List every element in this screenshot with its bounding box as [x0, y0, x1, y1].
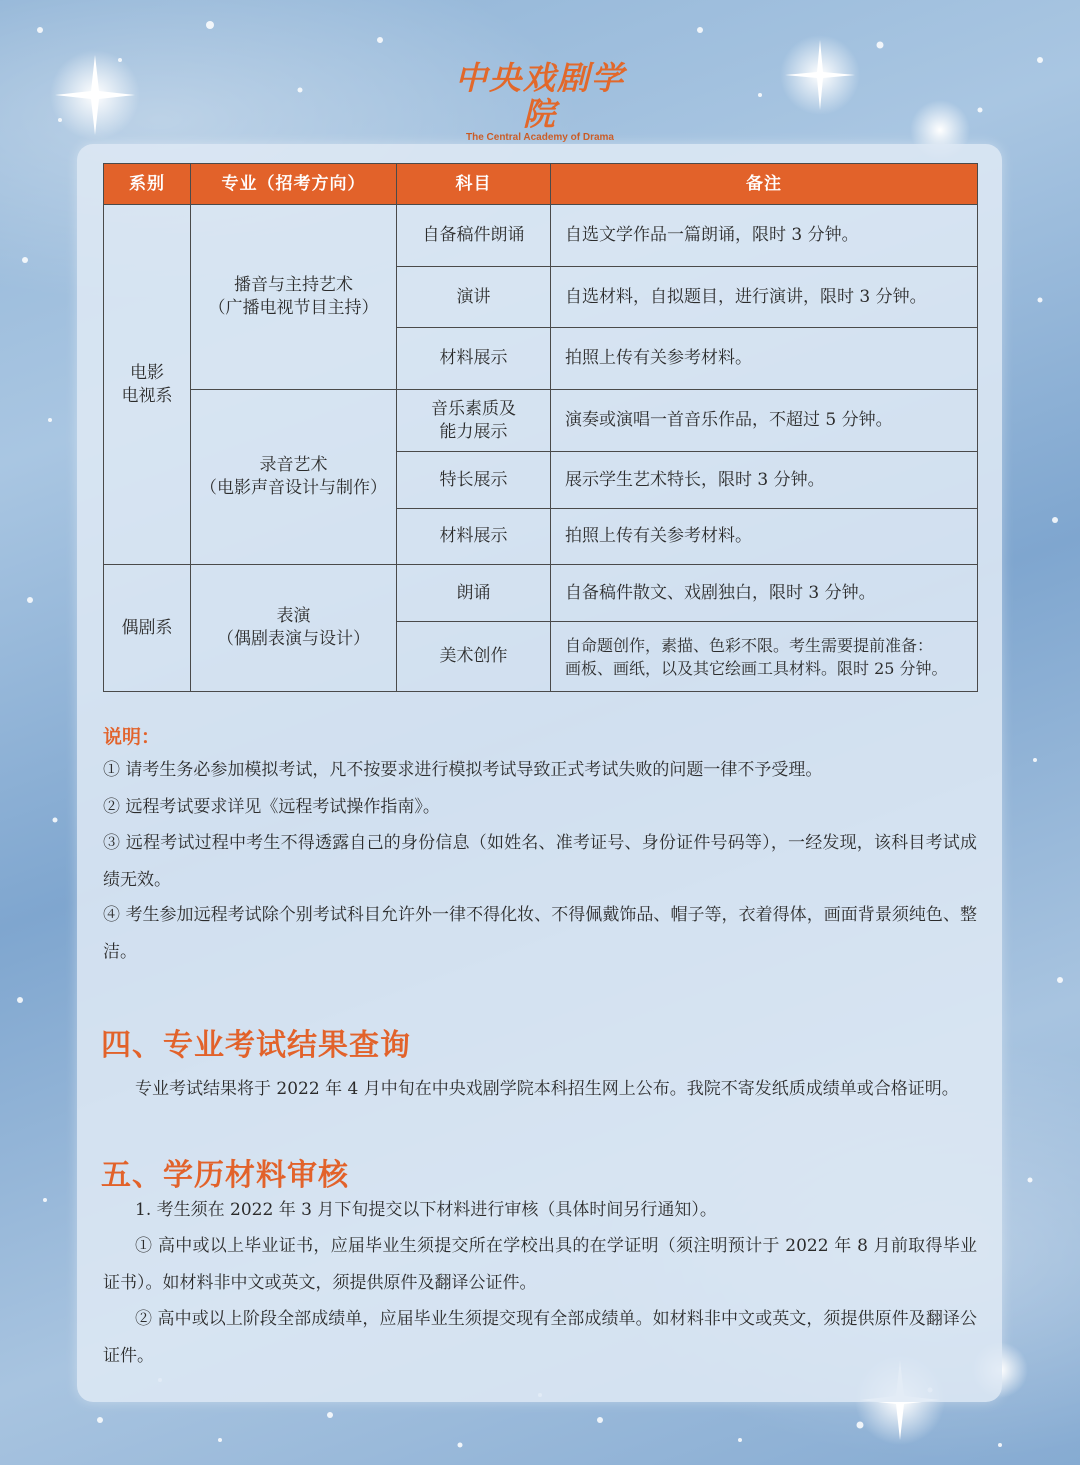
section5-p1: 1. 考生须在 2022 年 3 月下旬提交以下材料进行审核（具体时间另行通知）。: [135, 1200, 717, 1220]
note-cell: 拍照上传有关参考材料。: [551, 509, 978, 565]
table-row: [104, 205, 978, 267]
logo-english: The Central Academy of Drama: [465, 132, 614, 143]
header-major: 专业（招考方向）: [191, 164, 397, 205]
note-cell: 拍照上传有关参考材料。: [551, 328, 978, 390]
major-broadcast: 播音与主持艺术 （广播电视节目主持）: [191, 205, 397, 390]
subject-cell: 美术创作: [397, 622, 551, 692]
table-row: [104, 390, 978, 452]
header-note: 备注: [551, 164, 978, 205]
subject-cell: 材料展示: [397, 328, 551, 390]
subject-cell: 朗诵: [397, 565, 551, 622]
major-acting: 表演 （偶剧表演与设计）: [191, 565, 397, 692]
subject-cell: 演讲: [397, 267, 551, 328]
header-dept: 系别: [104, 164, 191, 205]
subject-cell: 特长展示: [397, 452, 551, 509]
exam-table: [103, 163, 978, 692]
note-item-3: ③ 远程考试过程中考生不得透露自己的身份信息（如姓名、准考证号、身份证件号码等），一经发现，该科目考试成绩无效。: [103, 833, 977, 890]
note-cell: 演奏或演唱一首音乐作品，不超过 5 分钟。: [551, 390, 978, 452]
dept-puppet: 偶剧系: [104, 565, 191, 692]
subject-cell: 材料展示: [397, 509, 551, 565]
table-row: [104, 565, 978, 622]
note-item-4: ④ 考生参加远程考试除个别考试科目允许外一律不得化妆、不得佩戴饰品、帽子等，衣着得体，画面背景须纯色、整洁。: [103, 905, 977, 962]
dept-film: 电影 电视系: [104, 205, 191, 565]
header-subject: 科目: [397, 164, 551, 205]
major-recording: 录音艺术 （电影声音设计与制作）: [191, 390, 397, 565]
section5-p2: ① 高中或以上毕业证书，应届毕业生须提交所在学校出具的在学证明（须注明预计于 2022 年 8 月前取得毕业证书）。如材料非中文或英文，须提供原件及翻译公证件。: [103, 1236, 977, 1293]
section4-text: 专业考试结果将于 2022 年 4 月中旬在中央戏剧学院本科招生网上公布。我院不寄发纸质成绩单或合格证明。: [135, 1079, 959, 1099]
section5-title: 五、学历材料审核: [101, 1158, 349, 1193]
section4-title: 四、专业考试结果查询: [101, 1028, 411, 1063]
section5-p3: ② 高中或以上阶段全部成绩单，应届毕业生须提交现有全部成绩单。如材料非中文或英文，须提供原件及翻译公证件。: [103, 1309, 977, 1366]
note-cell: 自选文学作品一篇朗诵，限时 3 分钟。: [551, 205, 978, 267]
note-cell: 自命题创作，素描、色彩不限。考生需要提前准备： 画板、画纸，以及其它绘画工具材料。限时 25 分钟。: [551, 622, 978, 692]
note-item-1: ① 请考生务必参加模拟考试，凡不按要求进行模拟考试导致正式考试失败的问题一律不予受理。: [103, 760, 823, 780]
notes-title: 说明：: [103, 726, 161, 748]
academy-logo: [450, 60, 630, 143]
note-cell: 自备稿件散文、戏剧独白，限时 3 分钟。: [551, 565, 978, 622]
note-cell: 自选材料，自拟题目，进行演讲，限时 3 分钟。: [551, 267, 978, 328]
subject-cell: 音乐素质及 能力展示: [397, 390, 551, 452]
note-item-2: ② 远程考试要求详见《远程考试操作指南》。: [103, 797, 440, 817]
note-cell: 展示学生艺术特长，限时 3 分钟。: [551, 452, 978, 509]
subject-cell: 自备稿件朗诵: [397, 205, 551, 267]
table-header-row: [104, 164, 978, 205]
logo-chinese: 中央戏剧学院: [454, 59, 625, 133]
